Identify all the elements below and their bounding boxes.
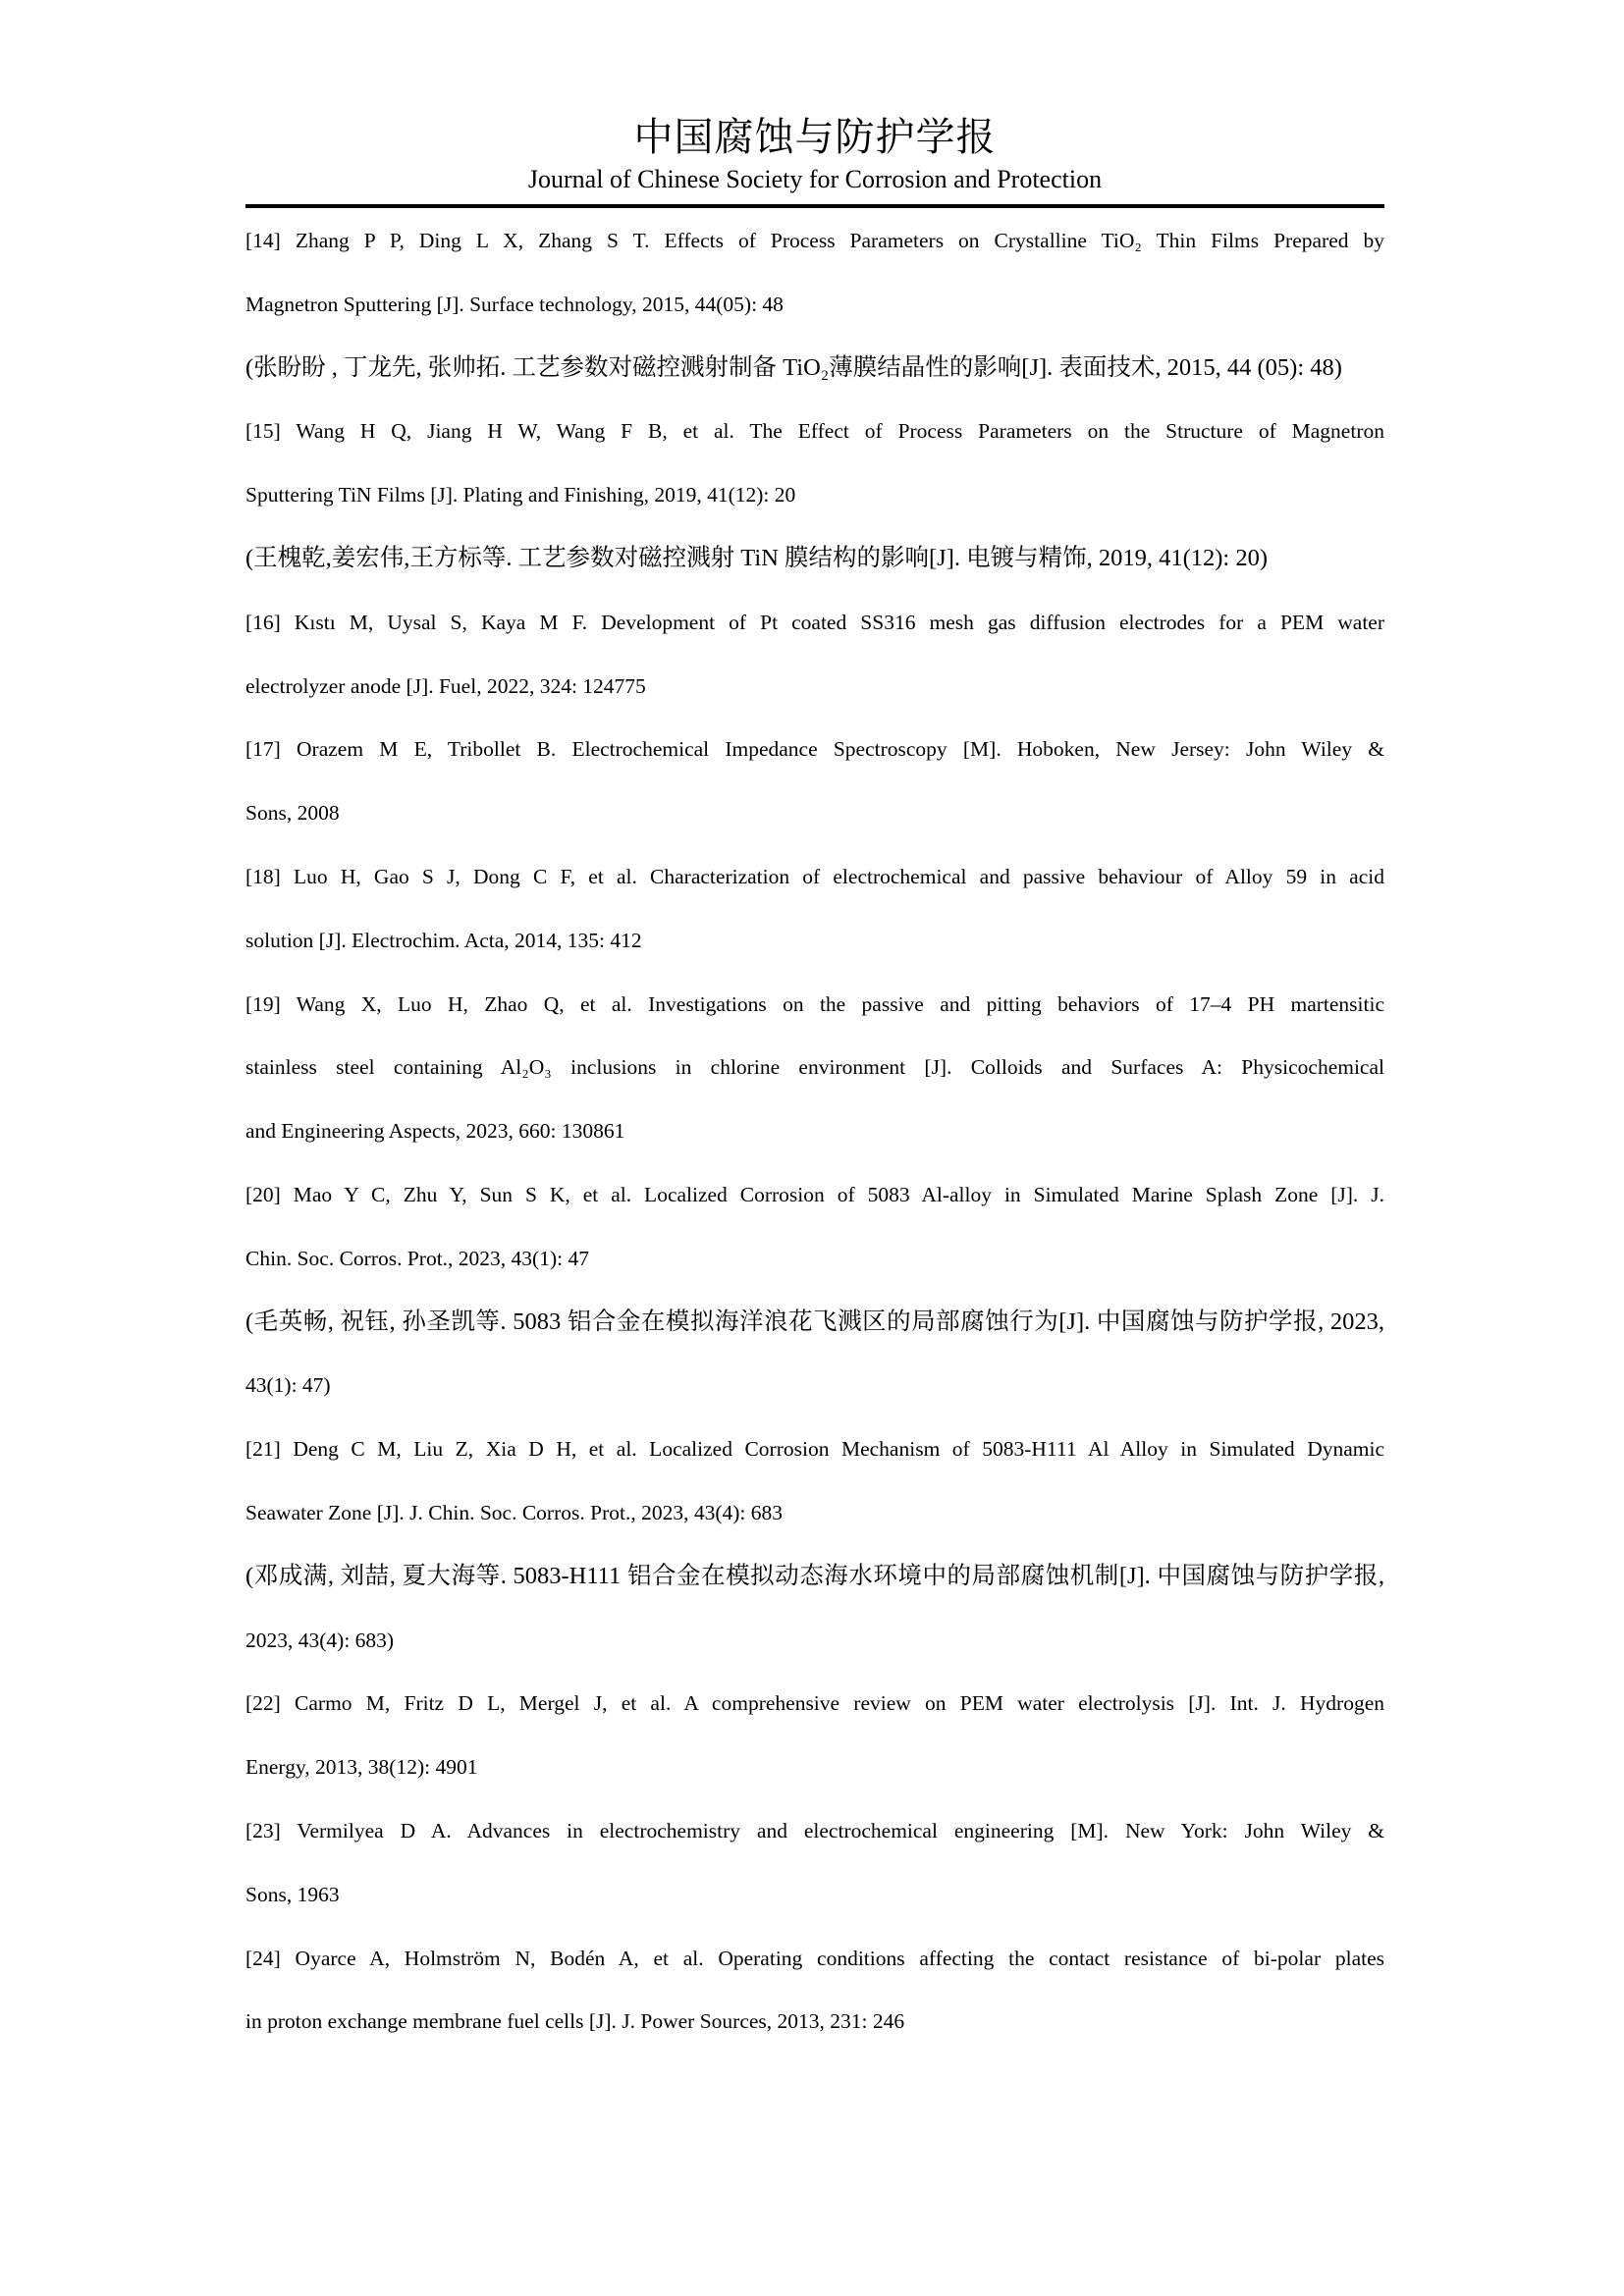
reference-line: Sons, 1963 — [245, 1882, 340, 1906]
reference-line: (张盼盼 , 丁龙先, 张帅拓. 工艺参数对磁控溅射制备 TiO₂薄膜结晶性的影响[J]. 表面技术, 2015, 44 (05): 48) — [245, 353, 1342, 381]
reference-line: (王槐乾,姜宏伟,王方标等. 工艺参数对磁控溅射 TiN 膜结构的影响[J]. 电镀与精饰, 2019, 41(12): 20) — [245, 544, 1269, 571]
references-list — [245, 209, 1384, 2054]
journal-title-english: Journal of Chinese Society for Corrosion and Protection — [527, 165, 1103, 193]
reference-line: stainless steel containing Al₂O₃ inclusions in chlorine environment [J]. Colloids and Surfaces A: Physicochemical — [245, 1055, 1384, 1080]
reference-line: 2023, 43(4): 683) — [245, 1628, 395, 1652]
reference-line: and Engineering Aspects, 2023, 660: 130861 — [245, 1119, 625, 1144]
reference-line: electrolyzer anode [J]. Fuel, 2022, 324: 124775 — [245, 673, 646, 698]
reference-line: [20] Mao Y C, Zhu Y, Sun S K, et al. Localized Corrosion of 5083 Al-alloy in Simulated Marine Splash Zone [J]. J. — [245, 1182, 1384, 1206]
header-divider-rule — [245, 204, 1384, 208]
reference-line: [23] Vermilyea D A. Advances in electrochemistry and electrochemical engineering [M]. New York: John Wiley & — [245, 1818, 1384, 1842]
reference-line: Energy, 2013, 38(12): 4901 — [245, 1755, 478, 1780]
reference-line: [14] Zhang P P, Ding L X, Zhang S T. Effects of Process Parameters on Crystalline TiO₂ Thin Films Prepared by — [245, 229, 1384, 252]
reference-line: [16] Kıstı M, Uysal S, Kaya M F. Development of Pt coated SS316 mesh gas diffusion electrodes for a PEM water — [245, 610, 1384, 634]
reference-line: 43(1): 47) — [245, 1373, 331, 1398]
reference-line: [24] Oyarce A, Holmström N, Bodén A, et al. Operating conditions affecting the contact resistance of bi-polar plates — [245, 1946, 1384, 1970]
reference-line: Magnetron Sputtering [J]. Surface technology, 2015, 44(05): 48 — [245, 292, 784, 316]
reference-line: Seawater Zone [J]. J. Chin. Soc. Corros. Prot., 2023, 43(4): 683 — [245, 1500, 783, 1524]
journal-title-chinese: 中国腐蚀与防护学报 — [633, 115, 997, 159]
reference-line: [19] Wang X, Luo H, Zhao Q, et al. Investigations on the passive and pitting behaviors of 17–4 PH martensitic — [245, 991, 1384, 1016]
reference-line: (毛英畅, 祝钰, 孙圣凯等. 5083 铝合金在模拟海洋浪花飞溅区的局部腐蚀行为[J]. 中国腐蚀与防护学报, 2023, — [245, 1308, 1384, 1335]
reference-line: Chin. Soc. Corros. Prot., 2023, 43(1): 47 — [245, 1246, 589, 1270]
reference-line: (邓成满, 刘喆, 夏大海等. 5083-H111 铝合金在模拟动态海水环境中的局部腐蚀机制[J]. 中国腐蚀与防护学报, — [245, 1562, 1384, 1589]
reference-line: [17] Orazem M E, Tribollet B. Electrochemical Impedance Spectroscopy [M]. Hoboken, New Jersey: John Wiley & — [245, 737, 1384, 762]
reference-line: [18] Luo H, Gao S J, Dong C F, et al. Characterization of electrochemical and passive behaviour of Alloy 59 in acid — [245, 864, 1384, 888]
reference-line: solution [J]. Electrochim. Acta, 2014, 135: 412 — [245, 928, 642, 952]
reference-line: Sputtering TiN Films [J]. Plating and Finishing, 2019, 41(12): 20 — [245, 483, 796, 507]
reference-line: [21] Deng C M, Liu Z, Xia D H, et al. Localized Corrosion Mechanism of 5083-H111 Al Alloy in Simulated Dynamic — [245, 1437, 1384, 1462]
reference-line: [22] Carmo M, Fritz D L, Mergel J, et al. A comprehensive review on PEM water electrolysis [J]. Int. J. Hydrogen — [245, 1691, 1384, 1716]
reference-line: Sons, 2008 — [245, 801, 340, 826]
reference-line: in proton exchange membrane fuel cells [J]. J. Power Sources, 2013, 231: 246 — [245, 2009, 905, 2034]
reference-line: [15] Wang H Q, Jiang H W, Wang F B, et al. The Effect of Process Parameters on the Structure of Magnetron — [245, 419, 1384, 444]
